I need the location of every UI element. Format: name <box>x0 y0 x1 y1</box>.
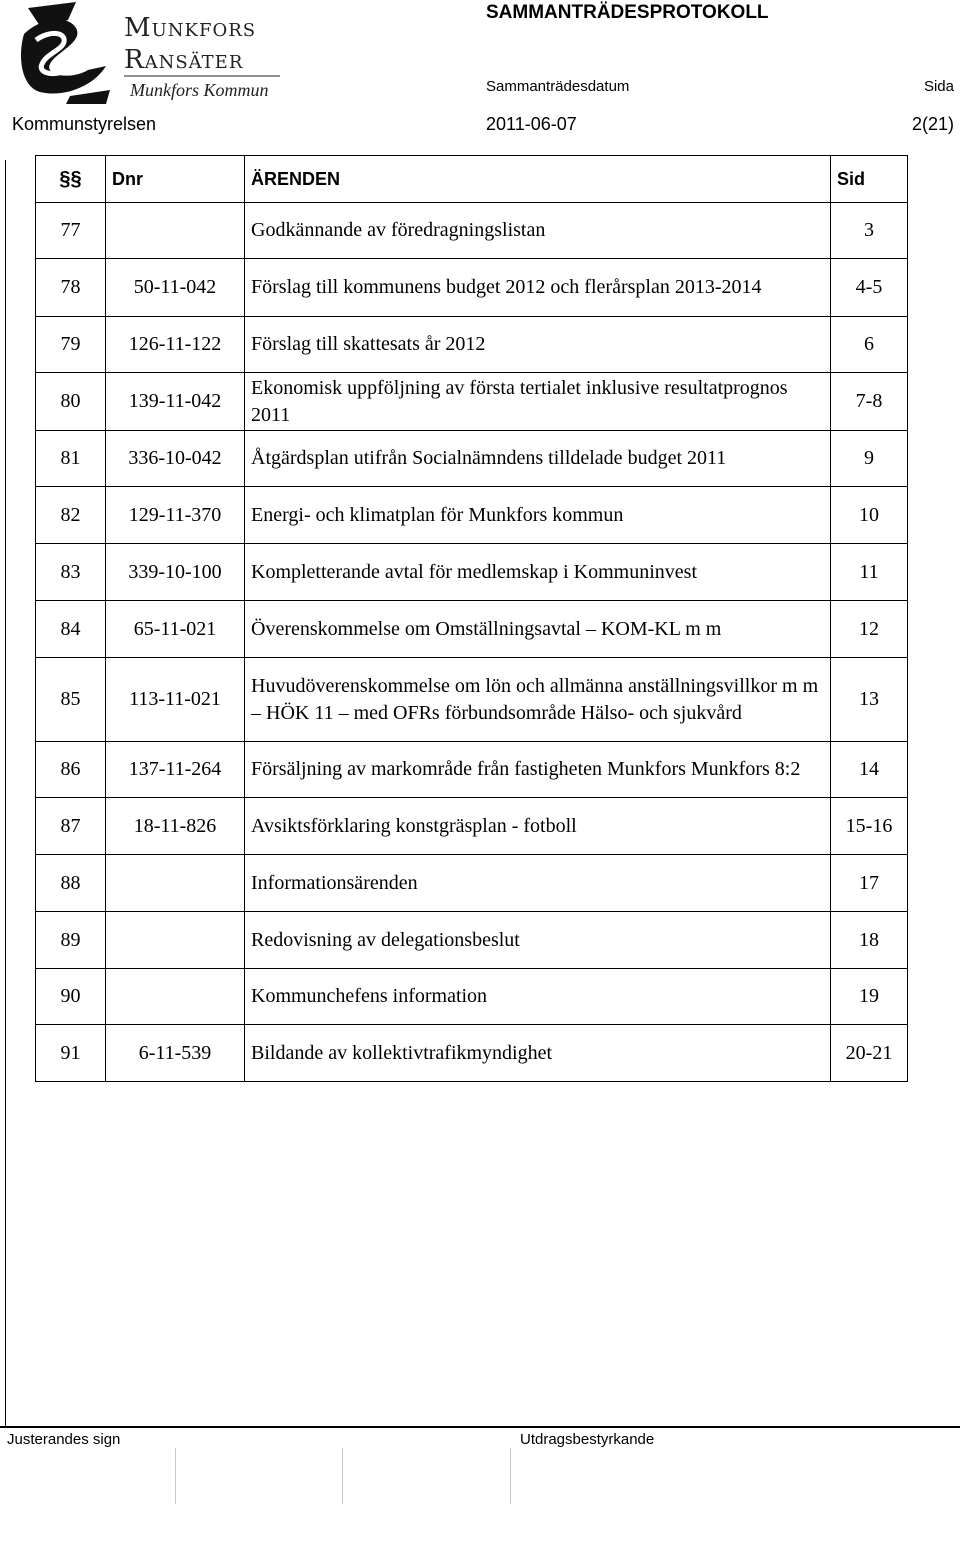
agenda-page: 17 <box>831 855 908 912</box>
agenda-dnr <box>106 912 245 969</box>
agenda-title: Överenskommelse om Omställningsavtal – KOM-KL m m <box>245 601 831 658</box>
agenda-paragraph: 79 <box>36 317 106 373</box>
agenda-row <box>36 487 908 544</box>
agenda-paragraph: 78 <box>36 259 106 317</box>
agenda-page: 3 <box>831 203 908 259</box>
agenda-paragraph: 84 <box>36 601 106 658</box>
agenda-dnr: 137-11-264 <box>106 742 245 798</box>
logo-line-1: Munkfors <box>124 13 257 43</box>
agenda-dnr: 129-11-370 <box>106 487 245 544</box>
agenda-page: 19 <box>831 969 908 1025</box>
agenda-paragraph: 83 <box>36 544 106 601</box>
signature-box-divider <box>175 1448 176 1504</box>
agenda-page: 11 <box>831 544 908 601</box>
extract-certification-label: Utdragsbestyrkande <box>520 1431 655 1448</box>
agenda-title: Energi- och klimatplan för Munkfors kommun <box>245 487 831 544</box>
page-number: 2(21) <box>911 114 954 134</box>
agenda-page: 18 <box>831 912 908 969</box>
agenda-header-row <box>36 156 908 203</box>
agenda-page: 4-5 <box>831 259 908 317</box>
agenda-row <box>36 798 908 855</box>
signature-box-divider <box>510 1448 511 1504</box>
agenda-title: Åtgärdsplan utifrån Socialnämndens tilldelade budget 2011 <box>245 431 831 487</box>
agenda-dnr <box>106 969 245 1025</box>
agenda-dnr: 6-11-539 <box>106 1025 245 1082</box>
agenda-dnr: 18-11-826 <box>106 798 245 855</box>
agenda-title: Godkännande av föredragningslistan <box>245 203 831 259</box>
agenda-page: 9 <box>831 431 908 487</box>
agenda-dnr: 50-11-042 <box>106 259 245 317</box>
agenda-table <box>35 155 908 1082</box>
agenda-page: 20-21 <box>831 1025 908 1082</box>
agenda-title: Kommunchefens information <box>245 969 831 1025</box>
agenda-title: Kompletterande avtal för medlemskap i Kommuninvest <box>245 544 831 601</box>
agenda-page: 13 <box>831 658 908 742</box>
agenda-dnr: 139-11-042 <box>106 373 245 431</box>
agenda-title: Informationsärenden <box>245 855 831 912</box>
signature-box-divider <box>342 1448 343 1504</box>
left-margin-line <box>5 160 6 1428</box>
agenda-paragraph: 87 <box>36 798 106 855</box>
agenda-dnr: 126-11-122 <box>106 317 245 373</box>
agenda-row <box>36 1025 908 1082</box>
agenda-row <box>36 373 908 431</box>
agenda-paragraph: 88 <box>36 855 106 912</box>
agenda-row <box>36 203 908 259</box>
footer-rule <box>0 1426 960 1428</box>
agenda-paragraph: 86 <box>36 742 106 798</box>
agenda-row <box>36 855 908 912</box>
meeting-date: 2011-06-07 <box>486 114 577 134</box>
agenda-row <box>36 601 908 658</box>
agenda-paragraph: 82 <box>36 487 106 544</box>
header-paragraph: §§ <box>36 156 106 203</box>
agenda-row <box>36 658 908 742</box>
agenda-row <box>36 912 908 969</box>
agenda-paragraph: 80 <box>36 373 106 431</box>
meeting-date-label: Sammanträdesdatum <box>486 78 630 95</box>
header-matters: ÄRENDEN <box>245 156 831 203</box>
agenda-paragraph: 81 <box>36 431 106 487</box>
agenda-paragraph: 85 <box>36 658 106 742</box>
agenda-page: 15-16 <box>831 798 908 855</box>
agenda-title: Försäljning av markområde från fastigheten Munkfors Munkfors 8:2 <box>245 742 831 798</box>
document-type: SAMMANTRÄDESPROTOKOLL <box>486 2 769 23</box>
agenda-row <box>36 969 908 1025</box>
logo-tagline: Munkfors Kommun <box>130 80 269 100</box>
agenda-title: Förslag till skattesats år 2012 <box>245 317 831 373</box>
header-page: Sid <box>831 156 908 203</box>
agenda-title: Förslag till kommunens budget 2012 och flerårsplan 2013-2014 <box>245 259 831 317</box>
logo-line-2: Ransäter <box>124 45 244 75</box>
agenda-row <box>36 544 908 601</box>
agenda-row <box>36 431 908 487</box>
municipality-logo <box>10 0 300 108</box>
agenda-paragraph: 77 <box>36 203 106 259</box>
agenda-page: 12 <box>831 601 908 658</box>
agenda-dnr: 65-11-021 <box>106 601 245 658</box>
agenda-dnr <box>106 855 245 912</box>
page-label: Sida <box>923 78 954 95</box>
agenda-page: 7-8 <box>831 373 908 431</box>
agenda-title: Redovisning av delegationsbeslut <box>245 912 831 969</box>
agenda-paragraph: 90 <box>36 969 106 1025</box>
committee-name: Kommunstyrelsen <box>12 114 157 134</box>
agenda-page: 10 <box>831 487 908 544</box>
agenda-row <box>36 742 908 798</box>
agenda-dnr <box>106 203 245 259</box>
agenda-row <box>36 259 908 317</box>
agenda-dnr: 339-10-100 <box>106 544 245 601</box>
agenda-dnr: 113-11-021 <box>106 658 245 742</box>
signature-label: Justerandes sign <box>7 1431 121 1448</box>
agenda-dnr: 336-10-042 <box>106 431 245 487</box>
agenda-page: 6 <box>831 317 908 373</box>
agenda-paragraph: 89 <box>36 912 106 969</box>
agenda-title: Bildande av kollektivtrafikmyndighet <box>245 1025 831 1082</box>
header-dnr: Dnr <box>106 156 245 203</box>
agenda-title: Ekonomisk uppföljning av första tertialet inklusive resultatprognos 2011 <box>245 373 831 431</box>
agenda-page: 14 <box>831 742 908 798</box>
agenda-paragraph: 91 <box>36 1025 106 1082</box>
agenda-title: Huvudöverenskommelse om lön och allmänna anställningsvillkor m m – HÖK 11 – med OFRs förbundsområde Hälso- och sjukvård <box>245 658 831 742</box>
agenda-row <box>36 317 908 373</box>
agenda-title: Avsiktsförklaring konstgräsplan - fotboll <box>245 798 831 855</box>
